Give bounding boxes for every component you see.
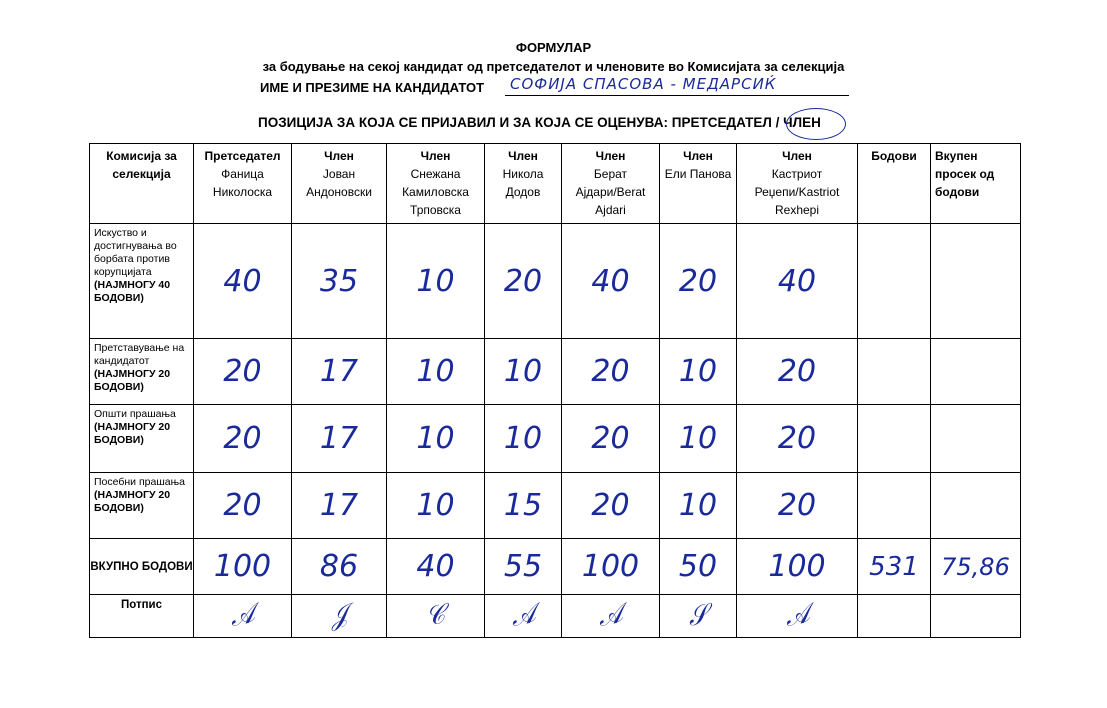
empty-cell (858, 339, 931, 405)
form-title: ФОРМУЛАР (515, 40, 592, 55)
empty-cell (931, 224, 1021, 339)
score-cell: 17 (292, 473, 387, 539)
score-cell: 10 (660, 405, 737, 473)
total-score-cell: 100 (562, 539, 660, 595)
col-header: Член Берат Ајдари/Berat Ajdari (562, 144, 660, 224)
score-cell: 20 (660, 224, 737, 339)
col-header: Член Никола Додов (485, 144, 562, 224)
signature-mark: 𝒮 (660, 595, 737, 638)
score-cell: 10 (660, 473, 737, 539)
totals-row (90, 539, 1021, 595)
scoring-table (89, 143, 1021, 638)
total-score-cell: 50 (660, 539, 737, 595)
candidate-name: СОФИЈА СПАСОВА - МЕДАРСИЌ (510, 75, 777, 93)
col-header: Член Ели Панова (660, 144, 737, 224)
empty-cell (931, 405, 1021, 473)
score-cell: 40 (194, 224, 292, 339)
score-cell: 10 (660, 339, 737, 405)
average-cell: 75,86 (931, 539, 1021, 595)
empty-cell (858, 405, 931, 473)
header-row (90, 144, 1021, 224)
score-cell: 20 (562, 405, 660, 473)
score-cell: 10 (387, 339, 485, 405)
signature-mark: 𝒜 (194, 595, 292, 638)
empty-cell (858, 473, 931, 539)
score-cell: 20 (737, 473, 858, 539)
score-cell: 35 (292, 224, 387, 339)
score-cell: 20 (562, 473, 660, 539)
table-row (90, 473, 1021, 539)
table-row (90, 224, 1021, 339)
score-cell: 20 (562, 339, 660, 405)
candidate-label: ИМЕ И ПРЕЗИМЕ НА КАНДИДАТОТ (260, 80, 485, 95)
totals-label: ВКУПНО БОДОВИ (90, 539, 194, 595)
score-cell: 20 (194, 473, 292, 539)
signature-mark: 𝒜 (562, 595, 660, 638)
empty-cell (858, 224, 931, 339)
score-cell: 20 (194, 339, 292, 405)
score-cell: 10 (485, 339, 562, 405)
position-label (258, 115, 821, 130)
points-sum-cell: 531 (858, 539, 931, 595)
table-row (90, 405, 1021, 473)
score-cell: 10 (387, 224, 485, 339)
score-cell: 40 (562, 224, 660, 339)
signature-row (90, 595, 1021, 638)
col-header: Претседател Фаница Николоска (194, 144, 292, 224)
signature-label: Потпис (90, 595, 194, 638)
row-label: Општи прашања (НАЈМНОГУ 20 БОДОВИ) (90, 405, 194, 473)
empty-cell (931, 473, 1021, 539)
col-points-header: Бодови (858, 144, 931, 224)
empty-cell (931, 595, 1021, 638)
col-header: Член Снежана Камиловска Трповска (387, 144, 485, 224)
score-cell: 10 (485, 405, 562, 473)
score-cell: 10 (387, 473, 485, 539)
total-score-cell: 100 (737, 539, 858, 595)
col-header: Член Јован Андоновски (292, 144, 387, 224)
position-circle-mark (786, 108, 846, 140)
signature-mark: 𝒜 (485, 595, 562, 638)
score-cell: 10 (387, 405, 485, 473)
row-label: Претставување на кандидатот (НАЈМНОГУ 20 БОДОВИ) (90, 339, 194, 405)
score-cell: 20 (737, 339, 858, 405)
total-score-cell: 100 (194, 539, 292, 595)
col-average-header: Вкупен просек од бодови (931, 144, 1021, 224)
position-text: ПОЗИЦИЈА ЗА КОЈА СЕ ПРИЈАВИЛ И ЗА КОЈА СЕ ОЦЕНУВА: ПРЕТСЕДАТЕЛ / (258, 115, 780, 130)
signature-mark: 𝒥 (292, 595, 387, 638)
table-row (90, 339, 1021, 405)
col-header: Член Кастриот Реџепи/Kastriot Rexhepi (737, 144, 858, 224)
row-label: Посебни прашања (НАЈМНОГУ 20 БОДОВИ) (90, 473, 194, 539)
total-score-cell: 55 (485, 539, 562, 595)
form-subtitle: за бодување на секој кандидат од претседателот и членовите во Комисијата за селекција (262, 59, 845, 74)
score-cell: 17 (292, 339, 387, 405)
score-cell: 20 (194, 405, 292, 473)
total-score-cell: 86 (292, 539, 387, 595)
score-cell: 20 (485, 224, 562, 339)
score-cell: 20 (737, 405, 858, 473)
signature-mark: 𝒞 (387, 595, 485, 638)
total-score-cell: 40 (387, 539, 485, 595)
empty-cell (931, 339, 1021, 405)
score-cell: 40 (737, 224, 858, 339)
col-committee-header: Комисија за селекција (90, 144, 194, 224)
score-cell: 17 (292, 405, 387, 473)
position-selected: ЧЛЕН (783, 115, 821, 130)
score-cell: 15 (485, 473, 562, 539)
signature-mark: 𝒜 (737, 595, 858, 638)
empty-cell (858, 595, 931, 638)
row-label: Искуство и достигнувања во борбата против корупцијата (НАЈМНОГУ 40 БОДОВИ) (90, 224, 194, 339)
